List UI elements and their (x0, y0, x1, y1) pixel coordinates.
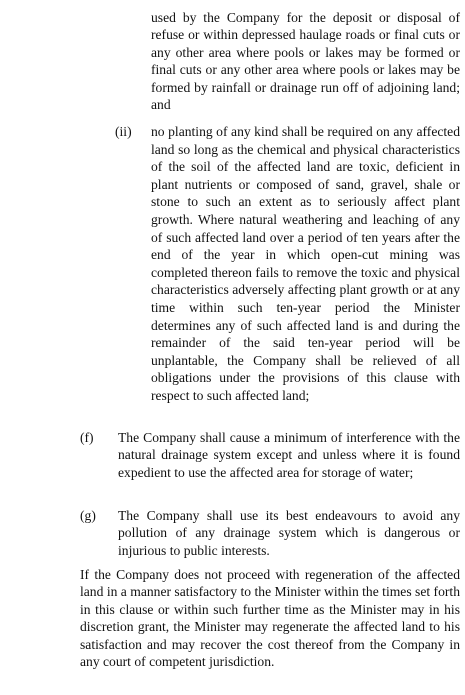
clause-g-text: The Company shall use its best endeavours to avoid any pollution of any drainage system which is dangerous or injurious to public interests. (118, 508, 460, 558)
clause-f-label: (f) (80, 430, 94, 445)
sub-item-ii-label: (ii) (115, 124, 132, 139)
clause-g-label: (g) (80, 508, 96, 523)
closing-paragraph: If the Company does not proceed with regeneration of the affected land in a manner satisfactory to the Minister within the times set forth in this clause or within such further time as the Minister may in his discretion grant, the Minister may regenerate the affected land to his satisfaction and may recover the cost thereof from the Company in any court of competent jurisdiction. (80, 567, 460, 670)
continuation-paragraph: used by the Company for the deposit or disposal of refuse or within depressed haulage roads or final cuts or any other area where pools or lakes may be formed or final cuts or any other area where pools or lakes may be formed by rainfall or drainage run off of adjoining land; and (151, 10, 460, 113)
sub-item-ii-text: no planting of any kind shall be required on any affected land so long as the chemical and physical characteristics of the soil of the affected land are toxic, deficient in plant nutrients or composed of sand, gravel, shale or stone to such an extent as to seriously affect plant growth. Where natural weathering and leaching of any of such affected land over a period of ten years after the end of the year in which open-cut mining was completed thereon fails to remove the toxic and physical characteristics adversely affecting plant growth or at any time within such ten-year period the Minister determines any of such affected land is and during the remainder of the said ten-year period will be unplantable, the Company shall be relieved of all obligations under the provisions of this clause with respect to such affected land; (151, 124, 460, 403)
clause-f-text: The Company shall cause a minimum of interference with the natural drainage system except and unless where it is found expedient to use the affected area for storage of water; (118, 430, 460, 480)
